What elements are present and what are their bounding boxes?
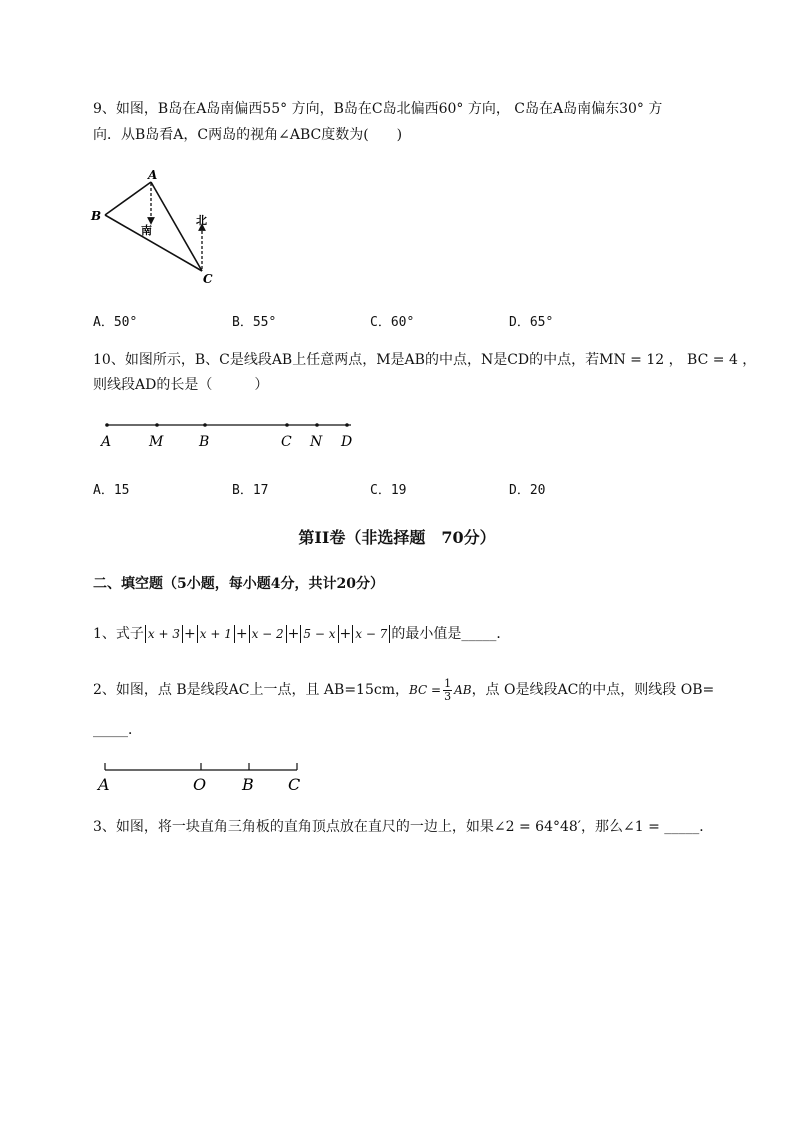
q10-point-d xyxy=(345,423,349,427)
fill1-term-3: x − 2 xyxy=(249,625,287,643)
fill1-plus-1: + xyxy=(184,626,196,642)
q10-label-c: C xyxy=(281,434,292,450)
q9-label-a: A xyxy=(148,168,158,182)
fill1-term-1: x + 3 xyxy=(145,625,183,643)
q9-option-c[interactable]: C．60° xyxy=(370,315,415,330)
fill2-label-c: C xyxy=(288,775,301,794)
q9-options xyxy=(93,311,713,331)
fill1-prefix: 1、式子 xyxy=(93,626,144,642)
q10-label-d: D xyxy=(341,434,353,450)
fill2-label-a: A xyxy=(98,775,110,794)
fill2-frac-den: 3 xyxy=(444,689,452,703)
q9-segment-bc xyxy=(105,215,202,271)
q10-option-d[interactable]: D．20 xyxy=(509,483,546,498)
fill1-question xyxy=(93,625,510,643)
section-title: 第II卷（非选择题 70分） xyxy=(298,528,496,547)
fill2-question-line1 xyxy=(93,677,714,703)
q10-point-c xyxy=(285,423,289,427)
q10-text-line1: 10、如图所示，B、C是线段AB上任意两点，M是AB的中点，N是CD的中点，若MN = 12 ， BC = 4 ， xyxy=(93,352,757,368)
q9-option-b[interactable]: B．55° xyxy=(232,315,277,330)
q10-option-a[interactable]: A．15 xyxy=(93,483,130,498)
q10-option-b[interactable]: B．17 xyxy=(232,483,269,498)
fill1-plus-2: + xyxy=(235,626,248,642)
q10-label-m: M xyxy=(149,434,164,450)
q9-segment-ac xyxy=(151,182,202,271)
q10-point-n xyxy=(315,423,319,427)
q10-option-c[interactable]: C．19 xyxy=(370,483,407,498)
q10-figure xyxy=(95,415,365,455)
q10-point-a xyxy=(105,423,109,427)
fill3-question: 3、如图，将一块直角三角板的直角顶点放在直尺的一边上，如果∠2 = 64°48′，那么∠1 = _____． xyxy=(93,819,714,835)
fill2-label-o: O xyxy=(193,775,207,794)
q9-text-line2: 向．从B岛看A，C两岛的视角∠ABC度数为( ) xyxy=(93,127,403,143)
q9-figure xyxy=(85,165,225,290)
fill1-term-5: x − 7 xyxy=(352,625,390,643)
q9-label-b: B xyxy=(91,209,102,223)
fill2-part2: ，点 O是线段AC的中点，则线段 OB= xyxy=(471,682,715,698)
fill1-suffix: 的最小值是_____． xyxy=(391,626,511,642)
q10-label-n: N xyxy=(310,434,323,450)
q10-label-b: B xyxy=(199,434,210,450)
fill2-bc-label: BC = xyxy=(408,683,442,697)
fill-heading: 二、填空题（5小题，每小题4分，共计20分） xyxy=(93,576,384,592)
fill1-plus-3: + xyxy=(287,626,300,642)
q10-text-line2: 则线段AD的长是（ ） xyxy=(93,377,269,393)
q10-point-b xyxy=(203,423,207,427)
q10-label-a: A xyxy=(101,434,112,450)
fill2-figure xyxy=(95,758,310,794)
q9-label-north: 北 xyxy=(196,214,207,227)
fill2-label-b: B xyxy=(242,775,254,794)
q9-label-south: 南 xyxy=(141,224,152,237)
fill2-question-line2: _____． xyxy=(93,722,142,738)
q9-option-a[interactable]: A．50° xyxy=(93,315,138,330)
q9-label-c: C xyxy=(203,272,213,286)
fill1-plus-4: + xyxy=(339,626,352,642)
fill1-term-2: x + 1 xyxy=(197,625,235,643)
q10-options xyxy=(93,479,713,499)
q9-text-line1: 9、如图，B岛在A岛南偏西55° 方向，B岛在C岛北偏西60° 方向， C岛在A岛南偏东30° 方 xyxy=(93,101,663,117)
q9-option-d[interactable]: D．65° xyxy=(509,315,554,330)
fill2-part1: 2、如图，点 B是线段AC上一点，且 AB=15cm， xyxy=(93,682,409,698)
fill1-term-4: 5 − x xyxy=(300,625,338,643)
q10-point-m xyxy=(155,423,159,427)
fill2-frac-num: 1 xyxy=(444,676,452,690)
q9-segment-ba xyxy=(105,182,151,215)
fill2-ab-label: AB xyxy=(454,683,472,697)
fill2-fraction xyxy=(443,678,452,703)
